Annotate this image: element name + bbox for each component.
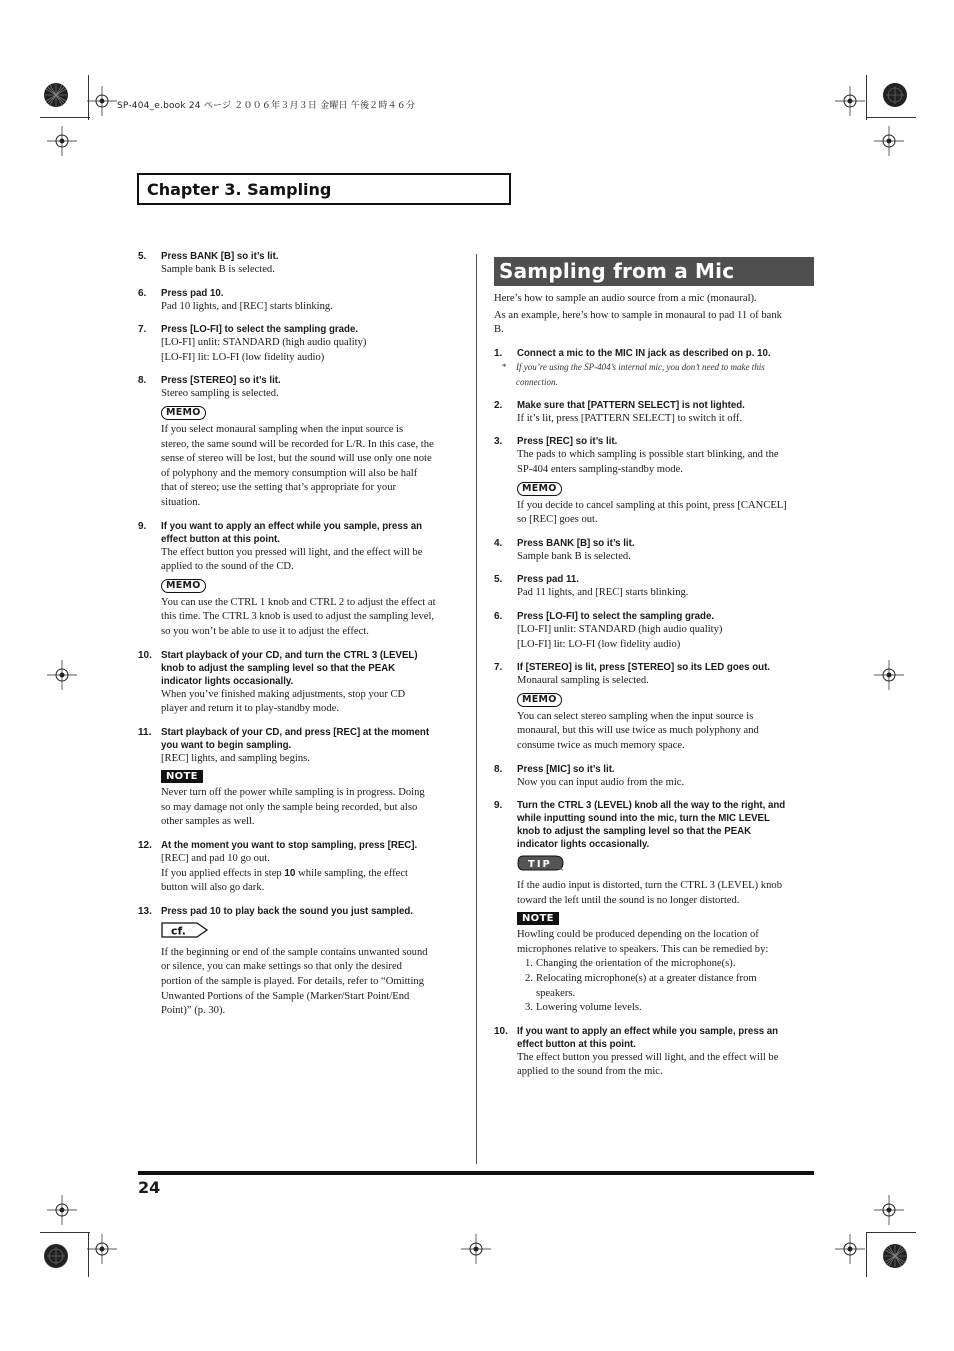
step-text: Sample bank B is selected. (161, 264, 275, 275)
left-step-9 (138, 520, 458, 640)
memo-icon: MEMO (161, 406, 206, 420)
crosshair-target-mid-right (874, 660, 904, 690)
footnote-line: If you’re using the SP-404’s internal mic, you don’t need to make this (516, 361, 765, 372)
step-heading: Turn the CTRL 3 (LEVEL) knob all the way to the right, and (517, 800, 786, 812)
step-heading: Press BANK [B] so it’s lit. (161, 251, 279, 262)
tip-text: If the audio input is distorted, turn the CTRL 3 (LEVEL) knob (517, 880, 782, 892)
step-heading: knob to adjust the sampling level so that the PEAK (161, 662, 396, 674)
asterisk: * (502, 361, 507, 372)
step-heading: Connect a mic to the MIC IN jack as described on p. 10. (517, 347, 771, 359)
note-text: Never turn off the power while sampling is in progress. Doing (161, 787, 425, 799)
cf-text: portion of the sample is played. For details, refer to “Omitting (161, 976, 425, 988)
step-reference: 10 (284, 867, 296, 879)
crop-mark (88, 1232, 89, 1277)
crop-mark (866, 75, 867, 120)
step-heading: Press BANK [B] so it’s lit. (517, 537, 635, 549)
memo-text: that of stereo; use the setting that’s appropriate for your (161, 482, 397, 494)
step-number: 2. (494, 399, 503, 411)
page-number: 24 (138, 1178, 161, 1197)
step-text: Pad 11 lights, and [REC] starts blinking. (517, 587, 689, 599)
step-text: button will also go dark. (161, 882, 265, 894)
step-text (161, 867, 458, 882)
right-step-8 (494, 763, 814, 791)
step-number: 13. (138, 905, 152, 917)
footnote-line: connection. (516, 376, 558, 387)
left-column (138, 250, 458, 1028)
step-heading: Start playback of your CD, and press [REC] at the moment (161, 726, 430, 738)
crosshair-target-top-2 (835, 86, 865, 116)
footnote (494, 360, 814, 390)
step-heading: knob to adjust the sampling level so that the PEAK (517, 826, 752, 838)
right-step-1 (494, 347, 814, 390)
memo-text: consume twice as much memory space. (517, 739, 685, 751)
step-text: applied to the sound from the mic. (517, 1066, 663, 1078)
step-heading: Press [LO-FI] to select the sampling grade. (161, 324, 359, 336)
note-text: other samples as well. (161, 816, 255, 828)
memo-icon: MEMO (161, 579, 206, 593)
list-text: Relocating microphone(s) at a greater distance from (536, 973, 757, 985)
memo-text: You can use the CTRL 1 knob and CTRL 2 to adjust the effect at (161, 596, 436, 608)
step-text: The pads to which sampling is possible start blinking, and the (517, 449, 779, 461)
list-item (517, 1001, 814, 1016)
list-item (517, 957, 814, 972)
left-step-10 (138, 649, 458, 717)
step-number: 7. (494, 662, 503, 674)
intro-line: As an example, here’s how to sample in monaural to pad 11 of bank (494, 309, 782, 321)
crop-mark (88, 75, 89, 120)
tip-text: toward the left until the sound is no longer distorted. (517, 894, 740, 906)
list-number: 3. (525, 1002, 533, 1014)
step-number: 11. (138, 726, 152, 738)
left-step-11 (138, 726, 458, 830)
section-title: Sampling from a Mic (494, 257, 814, 286)
chapter-title: Chapter 3. Sampling (137, 173, 511, 205)
step-text: player and return it to play-standby mode. (161, 703, 339, 715)
step-heading: indicator lights occasionally. (161, 675, 294, 687)
left-step-12 (138, 839, 458, 896)
step-number: 9. (138, 520, 147, 532)
memo-text: so you won’t be able to use it to adjust the effect. (161, 625, 369, 637)
memo-text: situation. (161, 496, 201, 508)
registration-mark-bottom-right (883, 1244, 907, 1268)
right-step-6 (494, 610, 814, 652)
registration-mark-top-left (44, 83, 68, 107)
left-step-13 (138, 905, 458, 1019)
step-text: SP-404 enters sampling-standby mode. (517, 463, 683, 475)
step-number: 12. (138, 840, 152, 852)
footer-rule (138, 1171, 814, 1175)
list-text: speakers. (536, 987, 576, 999)
right-step-7 (494, 661, 814, 753)
step-text: [LO-FI] unlit: STANDARD (high audio quality) (161, 337, 367, 349)
crosshair-target-top-1 (87, 86, 117, 116)
right-step-10 (494, 1025, 814, 1080)
step-heading: Press pad 10 to play back the sound you just sampled. (161, 905, 413, 917)
step-text: [LO-FI] unlit: STANDARD (high audio quality) (517, 623, 723, 635)
registration-mark-bottom-left (44, 1244, 68, 1268)
intro-text: Here’s how to sample an audio source from a mic (monaural). (494, 293, 757, 304)
crosshair-target-bottom-1 (47, 1195, 77, 1225)
memo-icon: MEMO (517, 693, 562, 707)
tip-label: TIP (528, 859, 552, 871)
step-text: applied to the sound of the CD. (161, 561, 294, 573)
note-icon: NOTE (517, 912, 559, 925)
memo-text: You can select stereo sampling when the input source is (517, 710, 754, 722)
step-heading: If you want to apply an effect while you sample, press an (517, 1025, 779, 1037)
step-heading: At the moment you want to stop sampling, press [REC]. (161, 840, 418, 852)
step-text: [LO-FI] lit: LO-FI (low fidelity audio) (517, 638, 681, 650)
cf-text: Unwanted Portions of the Sample (Marker/Start Point/End (161, 990, 410, 1002)
step-number: 9. (494, 800, 503, 812)
step-text: Monaural sampling is selected. (517, 675, 649, 687)
intro-text (494, 309, 814, 338)
crosshair-target-bottom-3 (87, 1234, 117, 1264)
step-number: 3. (494, 436, 503, 448)
cf-text: If the beginning or end of the sample contains unwanted sound (161, 946, 428, 958)
right-step-3 (494, 435, 814, 527)
memo-text: sense of stereo will be lost, but the sound will use only one note (161, 453, 432, 465)
right-step-5 (494, 573, 814, 601)
column-divider (476, 254, 477, 1164)
step-number: 8. (138, 375, 147, 387)
right-column (494, 250, 814, 1089)
note-text: microphones relative to speakers. This can be remedied by: (517, 943, 769, 955)
step-heading: Press [STEREO] so it’s lit. (161, 375, 281, 387)
step-number: 4. (494, 537, 503, 549)
left-step-8 (138, 374, 458, 510)
crosshair-target-bottom-4 (461, 1234, 491, 1264)
step-number: 5. (494, 574, 503, 586)
crosshair-target-mid-left (47, 660, 77, 690)
step-heading: If [STEREO] is lit, press [STEREO] so its LED goes out. (517, 662, 770, 674)
step-number: 8. (494, 763, 503, 775)
step-number: 10. (494, 1025, 508, 1037)
step-text-part: If you applied effects in step (161, 867, 285, 879)
right-step-9 (494, 799, 814, 1016)
cf-icon (161, 922, 209, 938)
step-text: [REC] lights, and sampling begins. (161, 752, 310, 764)
left-step-5 (138, 250, 458, 278)
step-text: Sample bank B is selected. (517, 550, 631, 562)
crosshair-target-bottom-5 (835, 1234, 865, 1264)
step-number: 10. (138, 649, 152, 661)
memo-text: this time. The CTRL 3 knob is used to adjust the sampling level, (161, 611, 435, 623)
memo-text: If you select monaural sampling when the input source is (161, 423, 404, 435)
step-heading: Make sure that [PATTERN SELECT] is not lighted. (517, 399, 745, 411)
step-text: [REC] and pad 10 go out. (161, 853, 270, 865)
memo-icon: MEMO (517, 482, 562, 496)
tip-icon (517, 855, 565, 871)
step-heading: Press [LO-FI] to select the sampling grade. (517, 610, 715, 622)
step-number: 6. (494, 610, 503, 622)
memo-text: so [REC] goes out. (517, 514, 598, 526)
step-text: Now you can input audio from the mic. (517, 776, 685, 788)
cf-text: Point)” (p. 30). (161, 1005, 226, 1017)
step-heading: Start playback of your CD, and turn the CTRL 3 (LEVEL) (161, 649, 418, 661)
list-item (517, 987, 814, 1002)
crop-mark (866, 1232, 867, 1277)
step-number: 6. (138, 287, 147, 299)
cf-label: cf. (171, 924, 186, 938)
list-number: 1. (525, 958, 533, 970)
note-icon: NOTE (161, 770, 203, 783)
step-text: Pad 10 lights, and [REC] starts blinking. (161, 300, 333, 312)
step-heading: effect button at this point. (517, 1038, 636, 1050)
right-step-2 (494, 399, 814, 427)
step-heading: If you want to apply an effect while you sample, press an (161, 520, 423, 532)
memo-text: stereo, the same sound will be recorded for L/R. In this case, the (161, 438, 434, 450)
left-step-7 (138, 323, 458, 365)
step-text: Stereo sampling is selected. (161, 388, 279, 400)
step-number: 7. (138, 324, 147, 336)
step-heading: Press pad 11. (517, 574, 579, 586)
step-heading: Press [REC] so it’s lit. (517, 436, 618, 448)
crop-mark (866, 1232, 916, 1233)
cf-text: or silence, you can make settings so that only the desired (161, 961, 402, 973)
step-heading: Press [MIC] so it’s lit. (517, 763, 615, 775)
list-item (517, 972, 814, 987)
right-step-4 (494, 537, 814, 565)
crosshair-target-top-4 (874, 126, 904, 156)
memo-text: monaural, but this will use twice as much polyphony and (517, 725, 759, 737)
note-text: Howling could be produced depending on the location of (517, 929, 759, 941)
step-text: The effect button you pressed will light, and the effect will be (161, 546, 423, 558)
step-text-part: while sampling, the effect (295, 867, 408, 879)
crop-mark (866, 117, 916, 118)
crop-mark (40, 1232, 90, 1233)
registration-mark-top-right (883, 83, 907, 107)
step-heading: Press pad 10. (161, 287, 224, 299)
crop-mark (40, 117, 90, 118)
file-header: SP-404_e.book 24 ページ ２００６年３月３日 金曜日 午後２時４６分 (117, 101, 416, 111)
step-number: 5. (138, 251, 147, 262)
memo-text: If you decide to cancel sampling at this point, press [CANCEL] (517, 499, 787, 511)
step-heading: effect button at this point. (161, 533, 280, 545)
step-text: If it’s lit, press [PATTERN SELECT] to switch it off. (517, 412, 743, 424)
memo-text: of polyphony and the memory consumption will also be half (161, 467, 418, 479)
crosshair-target-bottom-2 (874, 1195, 904, 1225)
note-text: so may damage not only the sample being recorded, but also (161, 801, 418, 813)
list-number: 2. (525, 973, 533, 985)
step-heading: you want to begin sampling. (161, 739, 292, 751)
list-text: Changing the orientation of the microphone(s). (536, 958, 736, 970)
step-text: When you’ve finished making adjustments, stop your CD (161, 688, 406, 700)
step-text: [LO-FI] lit: LO-FI (low fidelity audio) (161, 351, 325, 363)
step-heading: indicator lights occasionally. (517, 839, 650, 851)
step-text: The effect button you pressed will light, and the effect will be (517, 1051, 779, 1063)
left-step-6 (138, 287, 458, 315)
step-heading: while inputting sound into the mic, turn the MIC LEVEL (517, 813, 770, 825)
list-text: Lowering volume levels. (536, 1002, 642, 1014)
crosshair-target-top-3 (47, 126, 77, 156)
step-number: 1. (494, 347, 503, 359)
intro-line: B. (494, 324, 504, 336)
